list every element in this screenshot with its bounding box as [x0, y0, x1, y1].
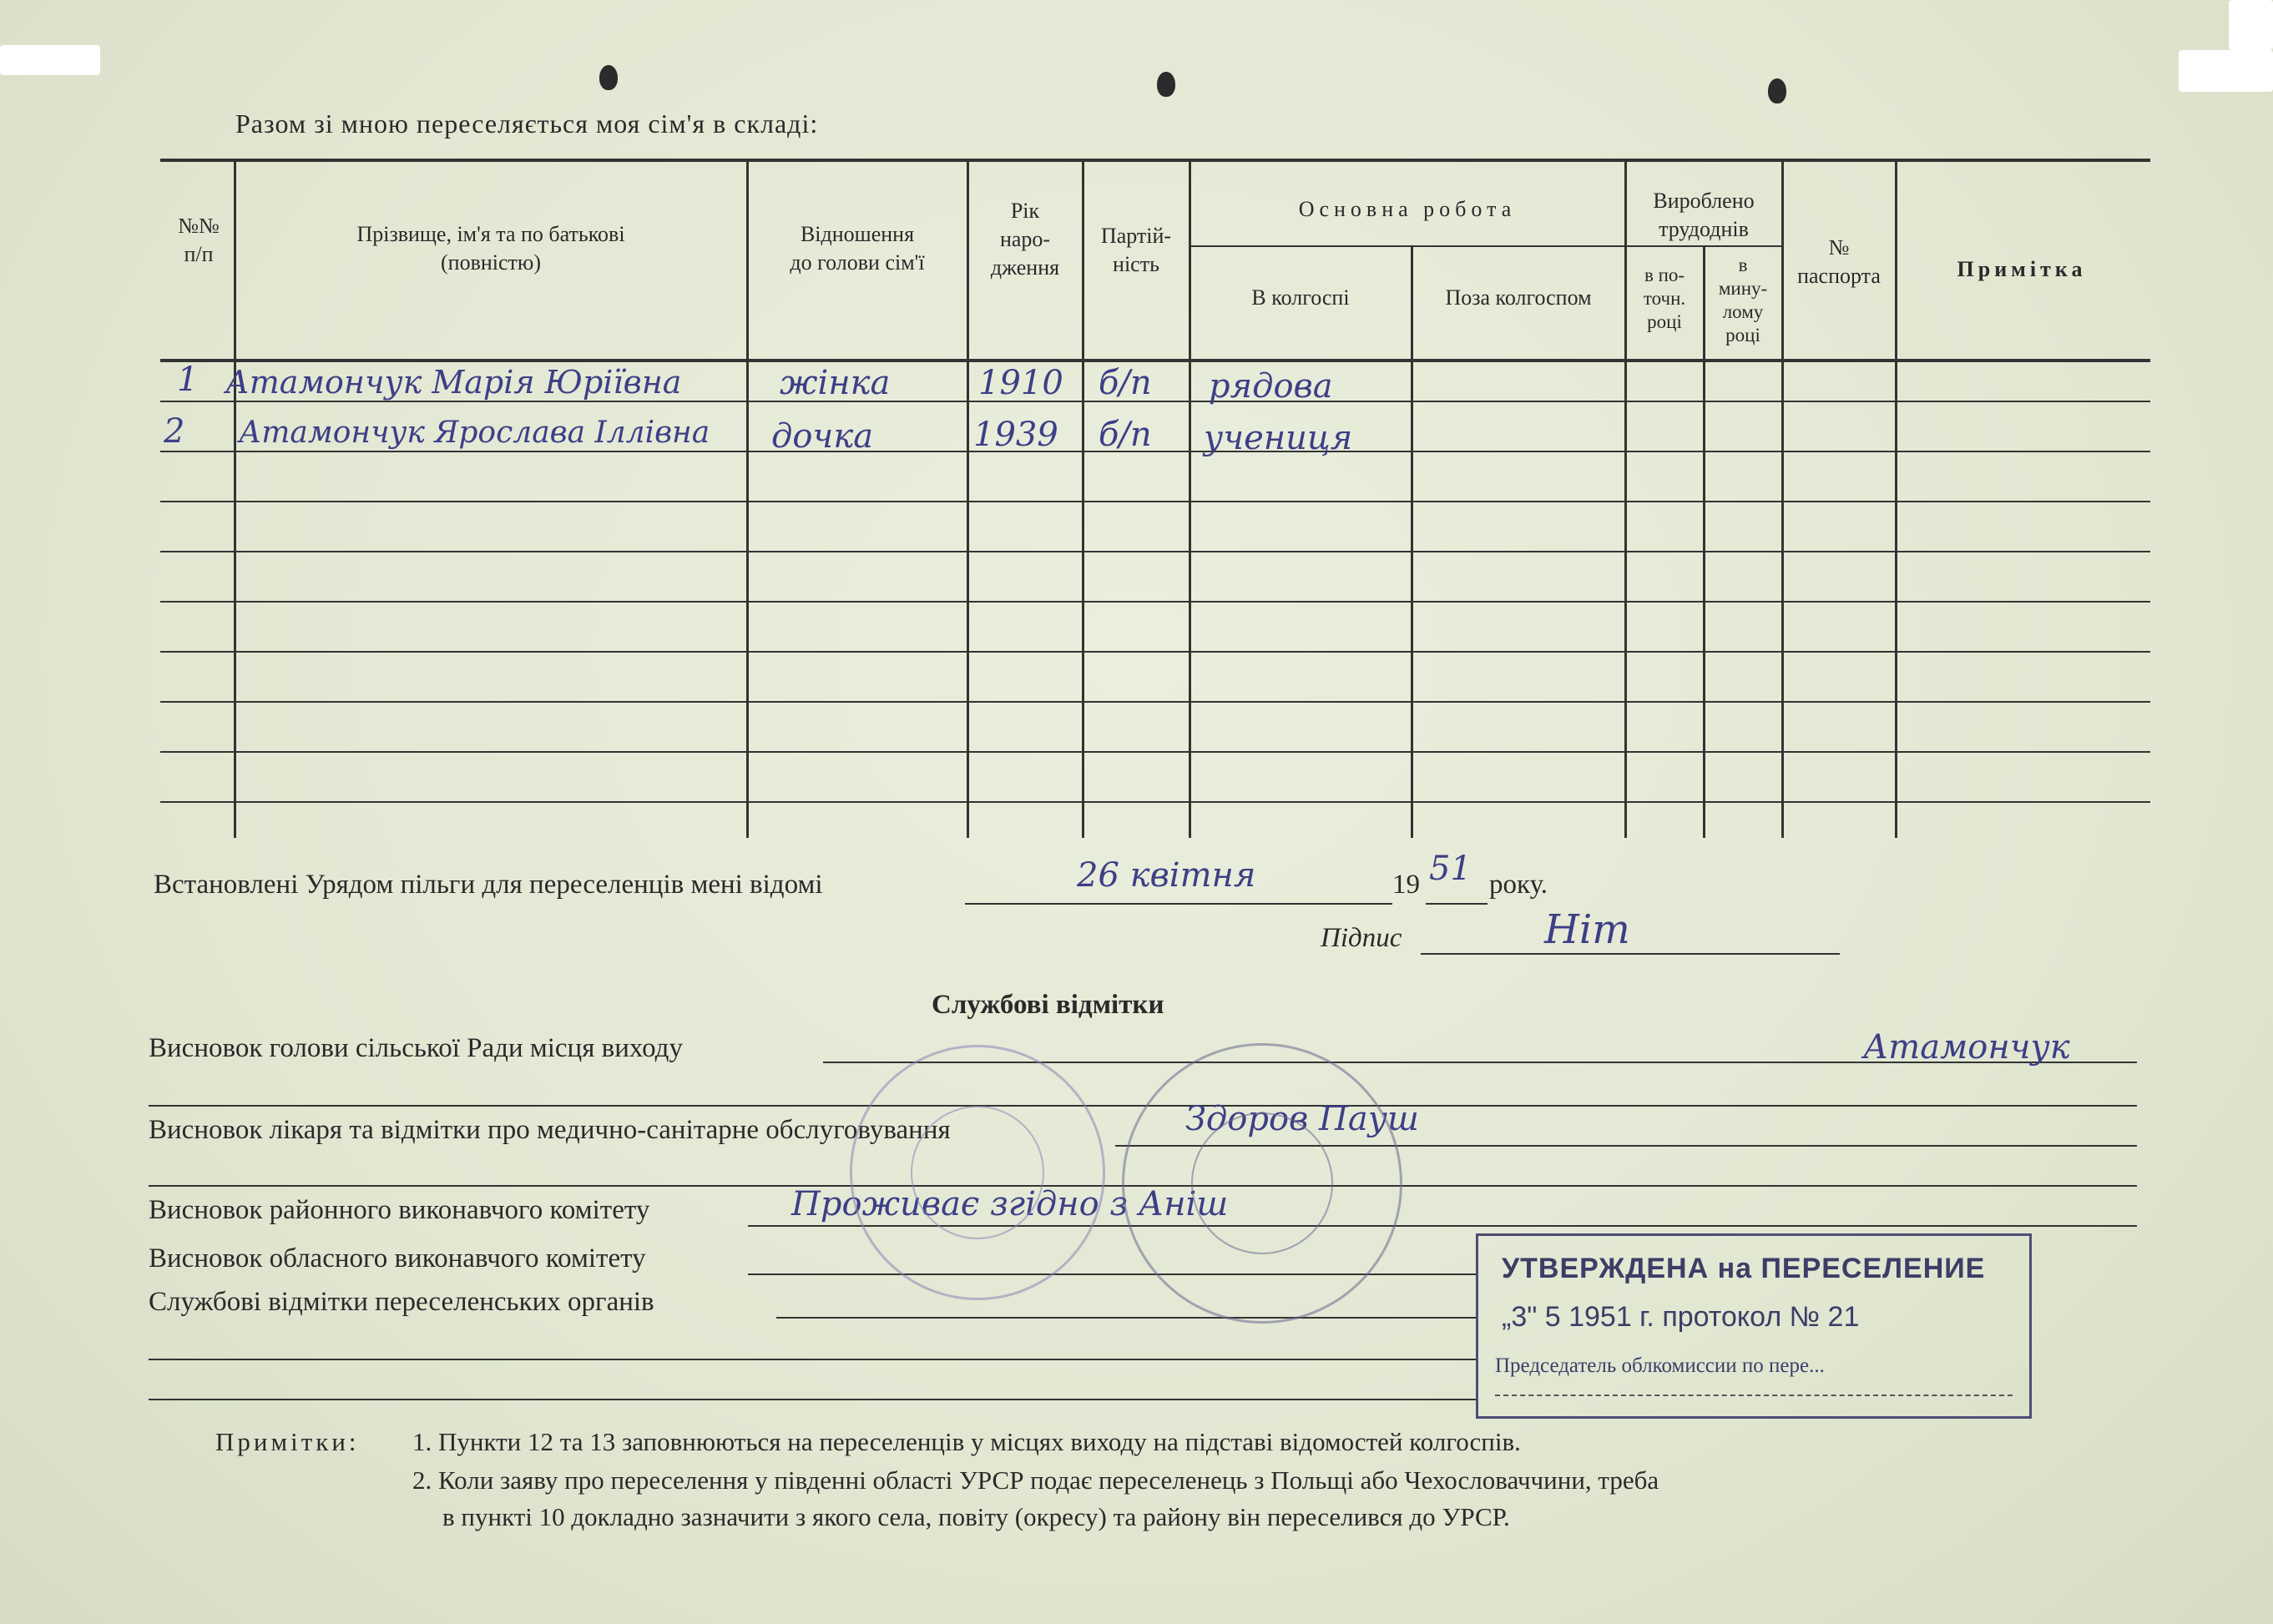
table-top-rule: [160, 159, 2150, 162]
intro-text: Разом зі мною переселяється моя сім'я в складі:: [235, 108, 819, 139]
service-line-3-hw: Проживає згідно з Аніш: [791, 1185, 1229, 1223]
row-2-num: 2: [164, 412, 185, 451]
year-prefix: 19: [1392, 870, 1420, 900]
note-2: 2. Коли заяву про переселення у південні області УРСР подає переселенець з Польщі або Чехословаччини, треба: [412, 1465, 1659, 1495]
header-workdays: Вироблено трудоднів: [1653, 189, 1755, 241]
row-1-relation: жінка: [780, 364, 891, 402]
year-suffix: 51: [1429, 850, 1472, 888]
service-line-3-label: Висновок районного виконавчого комітету: [149, 1195, 650, 1225]
service-line-5-label: Службові відмітки переселенських органів: [149, 1287, 654, 1317]
year-word: року.: [1489, 870, 1548, 900]
column-divider: [1411, 246, 1413, 838]
header-note: Примітка: [1957, 257, 2087, 281]
year-blank: [1426, 903, 1488, 905]
village-council-seal: [850, 1045, 1105, 1300]
service-extra-line: [149, 1399, 1476, 1400]
table-row-line: [160, 401, 2150, 402]
service-extra-line: [149, 1105, 2137, 1107]
row-1-birth: 1910: [978, 364, 1063, 402]
row-2-party: б/п: [1099, 416, 1152, 454]
punch-hole: [1768, 78, 1786, 103]
header-num: №№ п/п: [178, 214, 220, 266]
service-line-1-hw: Атамончук: [1863, 1028, 2070, 1067]
privileges-label: Встановлені Урядом пільги для переселенців мені відомі: [154, 870, 823, 900]
subheader-rule: [1624, 245, 1781, 247]
table-row-line: [160, 501, 2150, 502]
torn-edge: [0, 45, 100, 75]
row-1-name: Атамончук Марія Юріївна: [225, 364, 682, 401]
signature-handwriting: Ніт: [1544, 906, 1630, 953]
table-row-line: [160, 801, 2150, 803]
header-birth: Рік наро- дження: [990, 199, 1060, 280]
service-line-2-label: Висновок лікаря та відмітки про медично-санітарне обслуговування: [149, 1115, 951, 1145]
service-line-4-label: Висновок обласного виконавчого комітету: [149, 1243, 646, 1273]
table-row-line: [160, 651, 2150, 653]
signature-label: Підпис: [1321, 923, 1402, 953]
service-extra-line: [149, 1359, 1476, 1360]
header-passport: № паспорта: [1797, 235, 1881, 288]
row-2-relation: дочка: [771, 417, 874, 456]
district-committee-seal: [1122, 1043, 1402, 1324]
table-row-line: [160, 451, 2150, 452]
row-1-work: рядова: [1209, 367, 1333, 406]
service-line-5-blank: [776, 1317, 1476, 1319]
header-work-out: Поза колгоспом: [1445, 285, 1592, 310]
service-line-1-label: Висновок голови сільської Ради місця виходу: [149, 1033, 683, 1063]
note-2-continued: в пункті 10 докладно зазначити з якого села, повіту (окресу) та району він переселився до УРСР.: [442, 1502, 1510, 1531]
approval-title: УТВЕРЖДЕНА на ПЕРЕСЕЛЕНИЕ: [1502, 1253, 1986, 1284]
column-divider: [1624, 160, 1627, 838]
table-row-line: [160, 701, 2150, 703]
header-relation: Відношення до голови сім'ї: [790, 222, 925, 275]
subheader-rule: [1189, 245, 1624, 247]
header-work: Основна робота: [1298, 197, 1517, 221]
punch-hole: [1157, 72, 1175, 97]
approval-signature-line: [1495, 1395, 2013, 1396]
table-row-line: [160, 601, 2150, 603]
privileges-date: 26 квітня: [1077, 856, 1256, 895]
header-party: Партій- ність: [1100, 224, 1172, 276]
privileges-blank: [965, 903, 1392, 905]
row-2-work: учениця: [1204, 419, 1353, 457]
punch-hole: [599, 65, 618, 90]
header-work-in: В колгоспі: [1251, 285, 1350, 310]
approval-date-line: „3" 5 1951 г. протокол № 21: [1502, 1301, 1860, 1333]
header-workdays-current: в по- точн. році: [1643, 265, 1686, 332]
column-divider: [1189, 160, 1191, 838]
row-2-name: Атамончук Ярослава Іллівна: [239, 416, 710, 450]
approval-stamp: [1476, 1233, 2032, 1419]
signature-blank: [1421, 953, 1840, 955]
table-header-rule: [160, 359, 2150, 362]
header-workdays-past: в мину- лому році: [1718, 255, 1768, 345]
note-1: 1. Пункти 12 та 13 заповнюються на переселенців у місцях виходу на підставі відомостей колгоспів.: [412, 1427, 1521, 1456]
approval-chairman: Председатель облкомиссии по пере...: [1495, 1354, 1825, 1377]
header-name: Прізвище, ім'я та по батькові (повністю): [356, 222, 625, 275]
table-row-line: [160, 751, 2150, 753]
service-title: Службові відмітки: [932, 990, 1164, 1020]
row-1-party: б/п: [1099, 364, 1152, 402]
notes-label: Примітки:: [215, 1427, 360, 1456]
table-row-line: [160, 551, 2150, 552]
torn-edge: [2179, 50, 2273, 92]
row-2-birth: 1939: [973, 416, 1058, 454]
service-line-2-hw: Здоров Пауш: [1185, 1100, 1419, 1138]
row-1-num: 1: [177, 361, 199, 399]
torn-edge: [2229, 0, 2273, 50]
